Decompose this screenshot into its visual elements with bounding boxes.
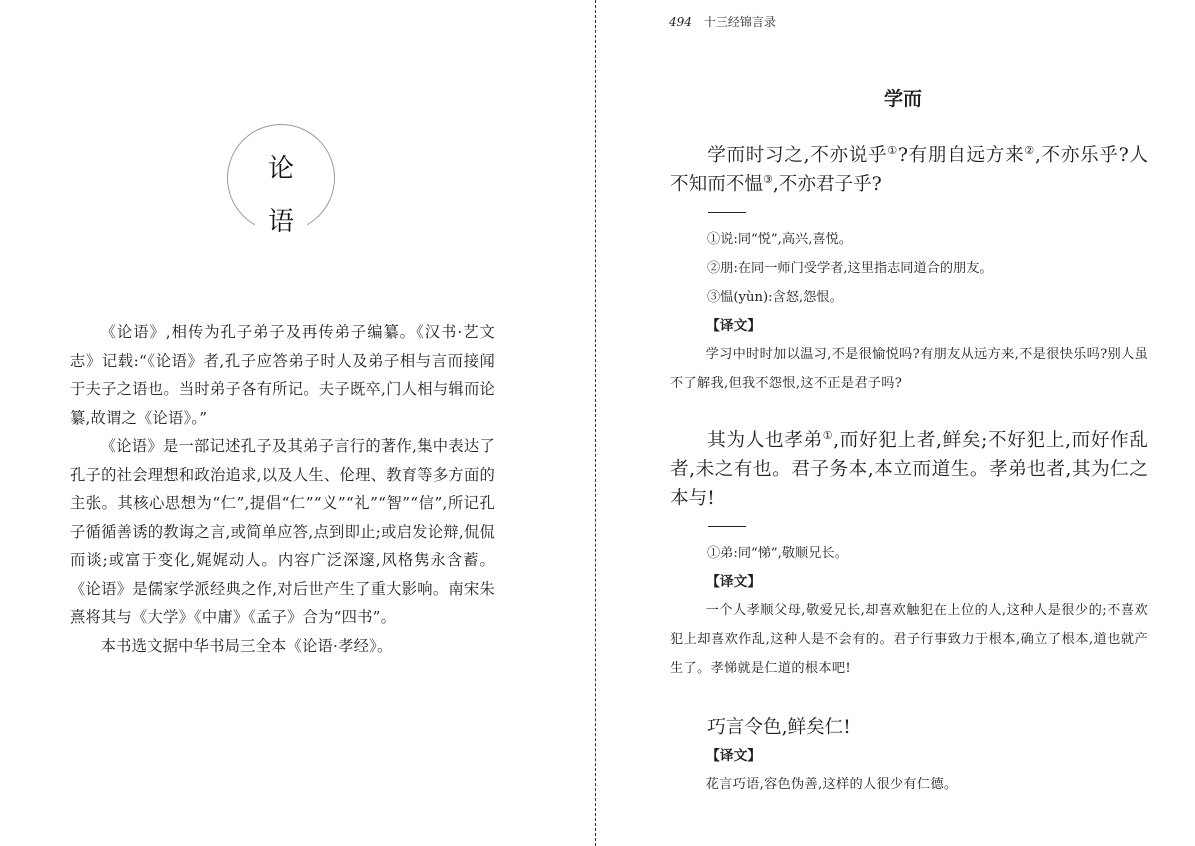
verse-segment: 学而时习之,不亦说乎 — [707, 145, 888, 166]
introduction-text — [70, 318, 495, 660]
verse-text: 巧言令色,鲜矣仁! — [707, 717, 851, 738]
left-page — [0, 0, 596, 846]
entry-1 — [670, 141, 1148, 398]
emblem-title-char-1: 论 — [267, 154, 294, 184]
footnote-marker: ① — [887, 143, 898, 157]
book-title: 十三经锦言录 — [703, 15, 776, 29]
translation-label: 【译文】 — [706, 574, 762, 590]
verse-text — [670, 426, 1148, 513]
translation-text: 花言巧语,容色伪善,这样的人很少有仁德。 — [705, 777, 958, 792]
footnote-marker: ② — [1024, 143, 1035, 157]
footnote-marker: ① — [822, 428, 834, 442]
entry-3 — [670, 713, 1148, 799]
intro-paragraph-3: 本书选文据中华书局三全本《论语·孝经》。 — [100, 636, 393, 655]
notes-separator-rule — [708, 212, 746, 213]
verse-segment: ?有朋自远方来 — [897, 145, 1025, 166]
page-gutter-divider — [595, 0, 596, 846]
note-item: ③愠(yùn):含怒,怨恨。 — [707, 290, 843, 305]
translation-label: 【译文】 — [706, 748, 762, 764]
note-item: ①弟:同“悌”,敬顺兄长。 — [707, 546, 848, 561]
intro-paragraph-1: 《论语》,相传为孔子弟子及再传弟子编纂。《汉书·艺文志》记载:“《论语》者,孔子应答弟子时人及弟子相与言而接闻于夫子之语也。当时弟子各有所记。夫子既卒,门人相与辑而论纂,故谓之《论语》。” — [70, 323, 495, 427]
running-header — [669, 13, 776, 31]
verse-segment: ,不亦乐乎?人不知而不愠 — [670, 145, 1148, 195]
footnote-marker: ③ — [762, 172, 773, 186]
intro-paragraph-2: 《论语》是一部记述孔子及其弟子言行的著作,集中表达了孔子的社会理想和政治追求,以及人生、伦理、教育等多方面的主张。其核心思想为“仁”,提倡“仁”“义”“礼”“智”“信”,所记孔子循循善诱的教诲之言,或简单应答,点到即止;或启发论辩,侃侃而谈;或富于变化,娓娓动人。内容广泛深邃,风格隽永含蓄。《论语》是儒家学派经典之作,对后世产生了重大影响。南宋朱熹将其与《大学》《中庸》《孟子》合为“四书”。 — [70, 437, 495, 626]
chapter-title: 学而 — [883, 88, 922, 110]
note-item: ①说:同“悦”,高兴,喜悦。 — [707, 232, 852, 247]
verse-segment: ,不亦君子乎? — [772, 174, 882, 195]
entry-2 — [670, 426, 1148, 683]
translation-text: 一个人孝顺父母,敬爱兄长,却喜欢触犯在上位的人,这种人是很少的;不喜欢犯上却喜欢作乱,这种人是不会有的。君子行事致力于根本,确立了根本,道也就产生了。孝悌就是仁道的根本吧! — [670, 603, 1148, 676]
verse-segment: ,而好犯上者,鲜矣;不好犯上,而好作乱者,未之有也。君子务本,本立而道生。孝弟也者,其为仁之本与! — [670, 430, 1148, 509]
verse-text — [670, 141, 1148, 199]
note-item: ②朋:在同一师门受学者,这里指志同道合的朋友。 — [707, 261, 993, 276]
notes-separator-rule — [708, 526, 746, 527]
right-page — [598, 0, 1195, 846]
emblem-title-char-2: 语 — [267, 207, 294, 237]
translation-text: 学习中时时加以温习,不是很愉悦吗?有朋友从远方来,不是很快乐吗?别人虽不了解我,但我不怨恨,这不正是君子吗? — [670, 347, 1148, 391]
page-number: 494 — [669, 15, 692, 29]
translation-label: 【译文】 — [706, 318, 762, 334]
verse-segment: 其为人也孝弟 — [707, 430, 823, 451]
